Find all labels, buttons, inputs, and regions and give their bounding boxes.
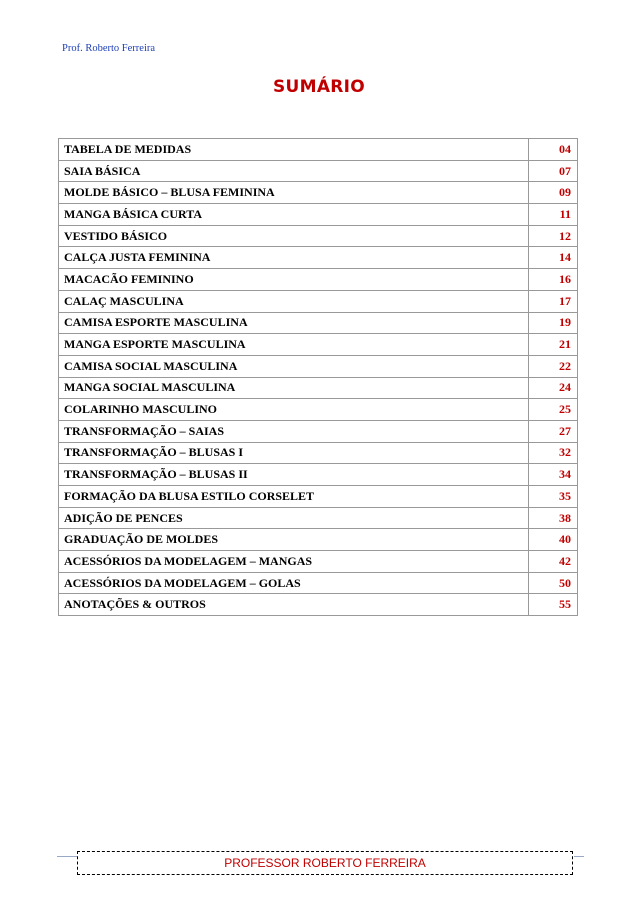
footer xyxy=(57,851,584,877)
footer-box xyxy=(77,851,573,875)
toc-row xyxy=(59,334,578,356)
table-of-contents xyxy=(58,138,578,616)
toc-entry-title: GRADUAÇÃO DE MOLDES xyxy=(59,529,529,551)
toc-entry-title: CAMISA ESPORTE MASCULINA xyxy=(59,312,529,334)
header-author: Prof. Roberto Ferreira xyxy=(62,43,156,54)
toc-row xyxy=(59,377,578,399)
toc-entry-title: MACACÃO FEMININO xyxy=(59,269,529,291)
toc-entry-page: 12 xyxy=(529,225,578,247)
toc-row xyxy=(59,290,578,312)
toc-entry-page: 07 xyxy=(529,160,578,182)
toc-row xyxy=(59,420,578,442)
toc-entry-page: 19 xyxy=(529,312,578,334)
toc-row xyxy=(59,464,578,486)
toc-entry-page: 04 xyxy=(529,139,578,161)
toc-entry-page: 32 xyxy=(529,442,578,464)
toc-row xyxy=(59,160,578,182)
toc-entry-title: CALÇA JUSTA FEMININA xyxy=(59,247,529,269)
toc-row xyxy=(59,486,578,508)
toc-entry-title: ACESSÓRIOS DA MODELAGEM – GOLAS xyxy=(59,572,529,594)
footer-rule-left xyxy=(57,856,77,857)
toc-entry-title: MOLDE BÁSICO – BLUSA FEMININA xyxy=(59,182,529,204)
toc-row xyxy=(59,594,578,616)
toc-entry-title: ANOTAÇÕES & OUTROS xyxy=(59,594,529,616)
toc-row xyxy=(59,269,578,291)
toc-entry-title: TRANSFORMAÇÃO – SAIAS xyxy=(59,420,529,442)
toc-entry-title: CALAÇ MASCULINA xyxy=(59,290,529,312)
footer-rule-right xyxy=(574,856,584,857)
toc-entry-page: 14 xyxy=(529,247,578,269)
toc-entry-title: MANGA BÁSICA CURTA xyxy=(59,204,529,226)
toc-entry-title: COLARINHO MASCULINO xyxy=(59,399,529,421)
toc-entry-page: 09 xyxy=(529,182,578,204)
toc-entry-page: 25 xyxy=(529,399,578,421)
toc-entry-title: ACESSÓRIOS DA MODELAGEM – MANGAS xyxy=(59,551,529,573)
footer-text: PROFESSOR ROBERTO FERREIRA xyxy=(224,856,426,870)
toc-row xyxy=(59,355,578,377)
toc-row xyxy=(59,139,578,161)
toc-entry-page: 38 xyxy=(529,507,578,529)
toc-entry-page: 35 xyxy=(529,486,578,508)
toc-row xyxy=(59,399,578,421)
toc-entry-page: 24 xyxy=(529,377,578,399)
toc-row xyxy=(59,551,578,573)
toc-entry-page: 17 xyxy=(529,290,578,312)
toc-row xyxy=(59,442,578,464)
toc-entry-page: 42 xyxy=(529,551,578,573)
toc-row xyxy=(59,312,578,334)
toc-row xyxy=(59,225,578,247)
toc-row xyxy=(59,182,578,204)
toc-entry-page: 11 xyxy=(529,204,578,226)
toc-entry-title: MANGA SOCIAL MASCULINA xyxy=(59,377,529,399)
toc-body xyxy=(59,139,578,616)
toc-row xyxy=(59,204,578,226)
toc-row xyxy=(59,507,578,529)
toc-entry-page: 55 xyxy=(529,594,578,616)
toc-row xyxy=(59,247,578,269)
toc-entry-title: TABELA DE MEDIDAS xyxy=(59,139,529,161)
toc-entry-title: MANGA ESPORTE MASCULINA xyxy=(59,334,529,356)
toc-entry-title: CAMISA SOCIAL MASCULINA xyxy=(59,355,529,377)
toc-entry-page: 16 xyxy=(529,269,578,291)
toc-entry-page: 40 xyxy=(529,529,578,551)
toc-entry-title: TRANSFORMAÇÃO – BLUSAS I xyxy=(59,442,529,464)
toc-entry-title: SAIA BÁSICA xyxy=(59,160,529,182)
toc-entry-title: ADIÇÃO DE PENCES xyxy=(59,507,529,529)
toc-entry-page: 21 xyxy=(529,334,578,356)
toc-row xyxy=(59,529,578,551)
toc-entry-page: 34 xyxy=(529,464,578,486)
toc-entry-page: 27 xyxy=(529,420,578,442)
toc-entry-title: TRANSFORMAÇÃO – BLUSAS II xyxy=(59,464,529,486)
toc-entry-title: FORMAÇÃO DA BLUSA ESTILO CORSELET xyxy=(59,486,529,508)
toc-entry-page: 22 xyxy=(529,355,578,377)
toc-entry-page: 50 xyxy=(529,572,578,594)
toc-entry-title: VESTIDO BÁSICO xyxy=(59,225,529,247)
page-title: SUMÁRIO xyxy=(272,77,366,97)
toc-row xyxy=(59,572,578,594)
